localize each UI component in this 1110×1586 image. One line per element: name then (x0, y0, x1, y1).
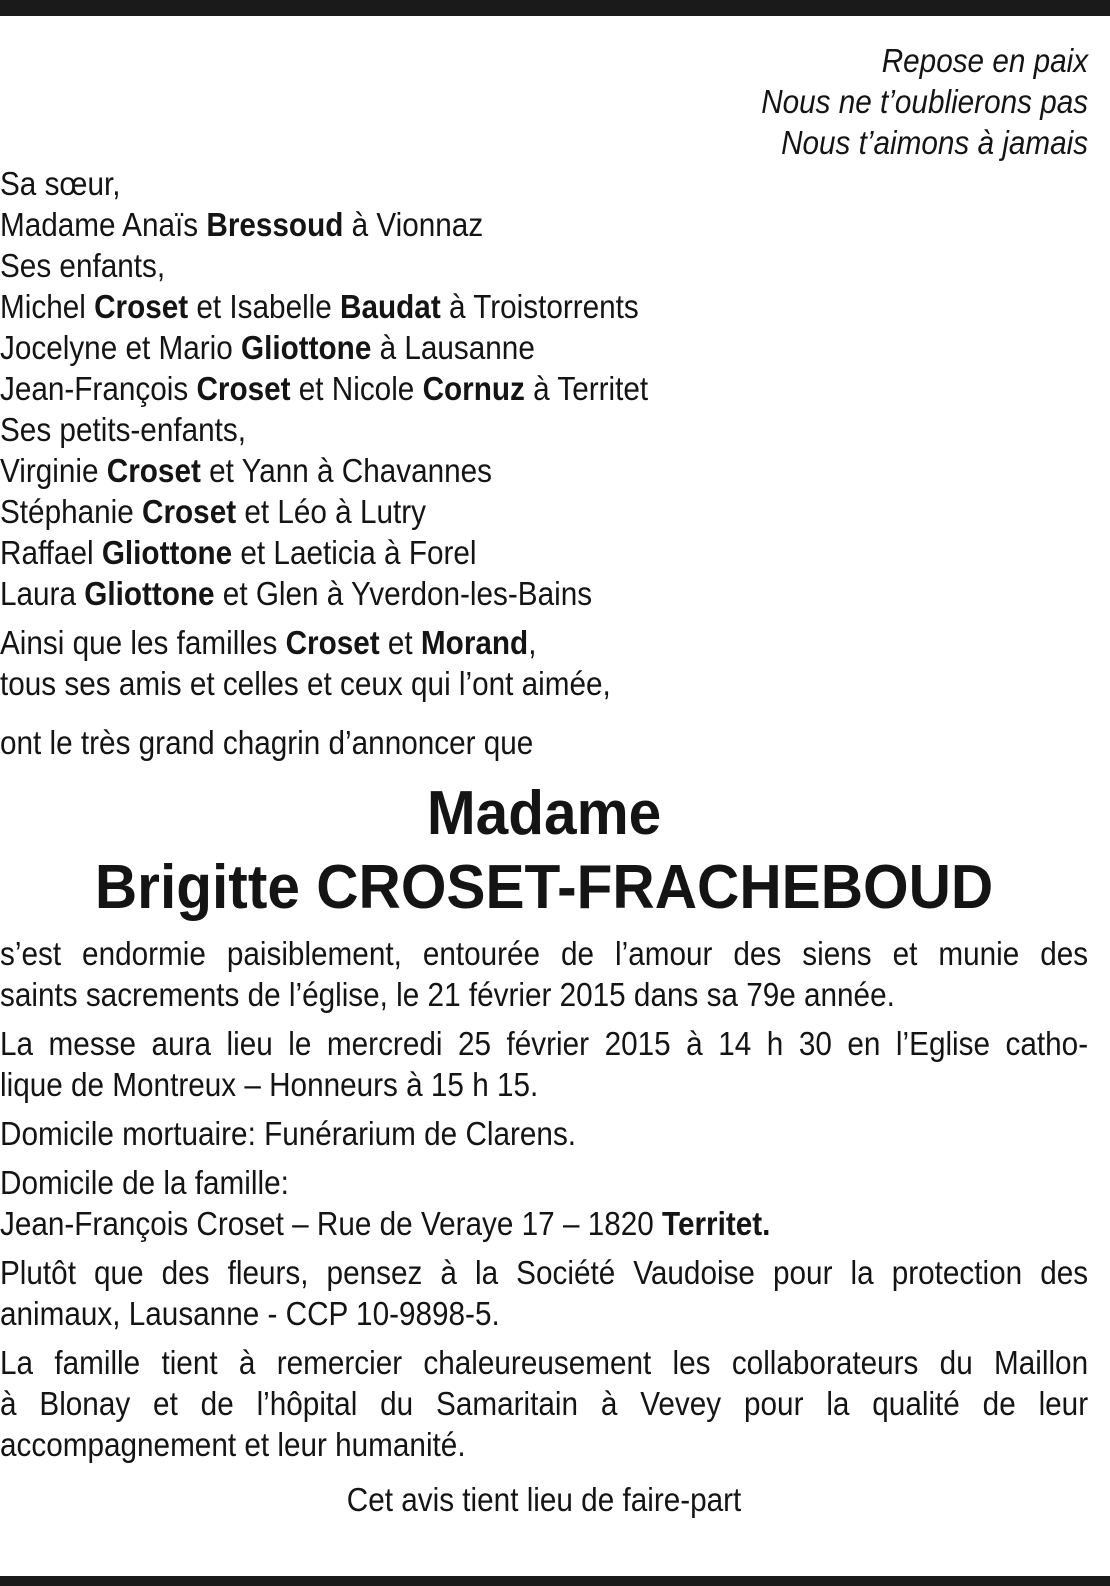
text: Stéphanie (0, 493, 143, 530)
mass-paragraph (0, 1023, 1088, 1105)
text: Raffael (0, 534, 102, 571)
surname: Croset (196, 370, 291, 407)
paragraph-line: Plutôt que des fleurs, pensez à la Société Vaudoise pour la protection des (0, 1254, 1089, 1291)
text: à Lausanne (371, 329, 535, 366)
verse-line: Repose en paix (881, 42, 1089, 79)
family-member (0, 491, 1088, 532)
family-member (0, 204, 1088, 245)
text: Ainsi que les familles (0, 624, 286, 661)
text: et (379, 624, 421, 661)
text: Laura (0, 575, 85, 612)
surname: Gliottone (241, 329, 372, 366)
text: et Isabelle (188, 288, 341, 325)
bottom-rule (0, 1576, 1110, 1586)
paragraph-line: accompagnement et leur humanité. (0, 1426, 466, 1463)
text: Madame Anaïs (0, 206, 207, 243)
surname: Gliottone (84, 575, 215, 612)
family-home-address (0, 1203, 1088, 1244)
surname: Croset (106, 452, 201, 489)
death-paragraph (0, 933, 1088, 1015)
verse-line: Nous ne t’oublierons pas (761, 83, 1089, 120)
deceased-name: Brigitte CROSET-FRACHEBOUD (94, 853, 994, 922)
paragraph-line: s’est endormie paisiblement, entourée de l’amour des siens et munie des (0, 935, 1089, 972)
surname: Croset (94, 288, 189, 325)
paragraph-line: saints sacrements de l’église, le 21 février 2015 dans sa 79e année. (0, 976, 895, 1013)
closing-line: Cet avis tient lieu de faire-part (346, 1481, 742, 1518)
family-member (0, 368, 1088, 409)
deceased-title: Madame (426, 779, 662, 848)
obituary-notice (0, 40, 1088, 1520)
surname: Gliottone (101, 534, 233, 571)
address-town: Territet. (662, 1205, 771, 1242)
address-text: Jean-François Croset – Rue de Veraye 17 – 1820 (0, 1205, 663, 1242)
family-home-label: Domicile de la famille: (0, 1164, 289, 1201)
paragraph-line: lique de Montreux – Honneurs à 15 h 15. (0, 1066, 539, 1103)
families-line (0, 622, 1088, 663)
text: et Léo à Lutry (236, 493, 426, 530)
surname: Croset (142, 493, 237, 530)
text: et Nicole (290, 370, 423, 407)
surname: Baudat (340, 288, 441, 325)
text: Michel (0, 288, 95, 325)
family-member (0, 532, 1088, 573)
thanks-paragraph (0, 1342, 1088, 1465)
flowers-paragraph (0, 1252, 1088, 1334)
family-list (0, 163, 1088, 614)
text: , (528, 624, 537, 661)
children-heading: Ses enfants, (0, 247, 166, 284)
paragraph-line: La messe aura lieu le mercredi 25 février 2015 à 14 h 30 en l’Eglise catho- (0, 1025, 1089, 1062)
mortuary-line: Domicile mortuaire: Funérarium de Clarens. (0, 1115, 577, 1152)
surname: Cornuz (422, 370, 525, 407)
grandchildren-heading: Ses petits-enfants, (0, 411, 246, 448)
family-member (0, 450, 1088, 491)
text: à Troistorrents (440, 288, 639, 325)
text: Jean-François (0, 370, 197, 407)
top-rule (0, 0, 1110, 16)
text: et Yann à Chavannes (200, 452, 493, 489)
family-member (0, 573, 1088, 614)
family-member (0, 327, 1088, 368)
family-member (0, 286, 1088, 327)
surname: Croset (285, 624, 380, 661)
sister-heading: Sa sœur, (0, 165, 121, 202)
text: et Glen à Yverdon-les-Bains (214, 575, 593, 612)
paragraph-line: animaux, Lausanne - CCP 10-9898-5. (0, 1295, 500, 1332)
paragraph-line: La famille tient à remercier chaleureusement les collaborateurs du Maillon (0, 1344, 1089, 1381)
verse-block (0, 40, 1088, 163)
paragraph-line: à Blonay et de l’hôpital du Samaritain à Vevey pour la qualité de leur (0, 1385, 1089, 1422)
text: à Vionnaz (343, 206, 484, 243)
surname: Morand (420, 624, 529, 661)
announce-line: ont le très grand chagrin d’annoncer que (0, 724, 534, 761)
surname: Bressoud (206, 206, 344, 243)
text: et Laeticia à Forel (232, 534, 477, 571)
text: Jocelyne et Mario (0, 329, 242, 366)
deceased-name-block (0, 777, 1110, 925)
family-home (0, 1162, 1088, 1244)
verse-line: Nous t’aimons à jamais (781, 124, 1089, 161)
text: Virginie (0, 452, 107, 489)
text: à Territet (524, 370, 649, 407)
friends-line: tous ses amis et celles et ceux qui l’ont aimée, (0, 665, 611, 702)
